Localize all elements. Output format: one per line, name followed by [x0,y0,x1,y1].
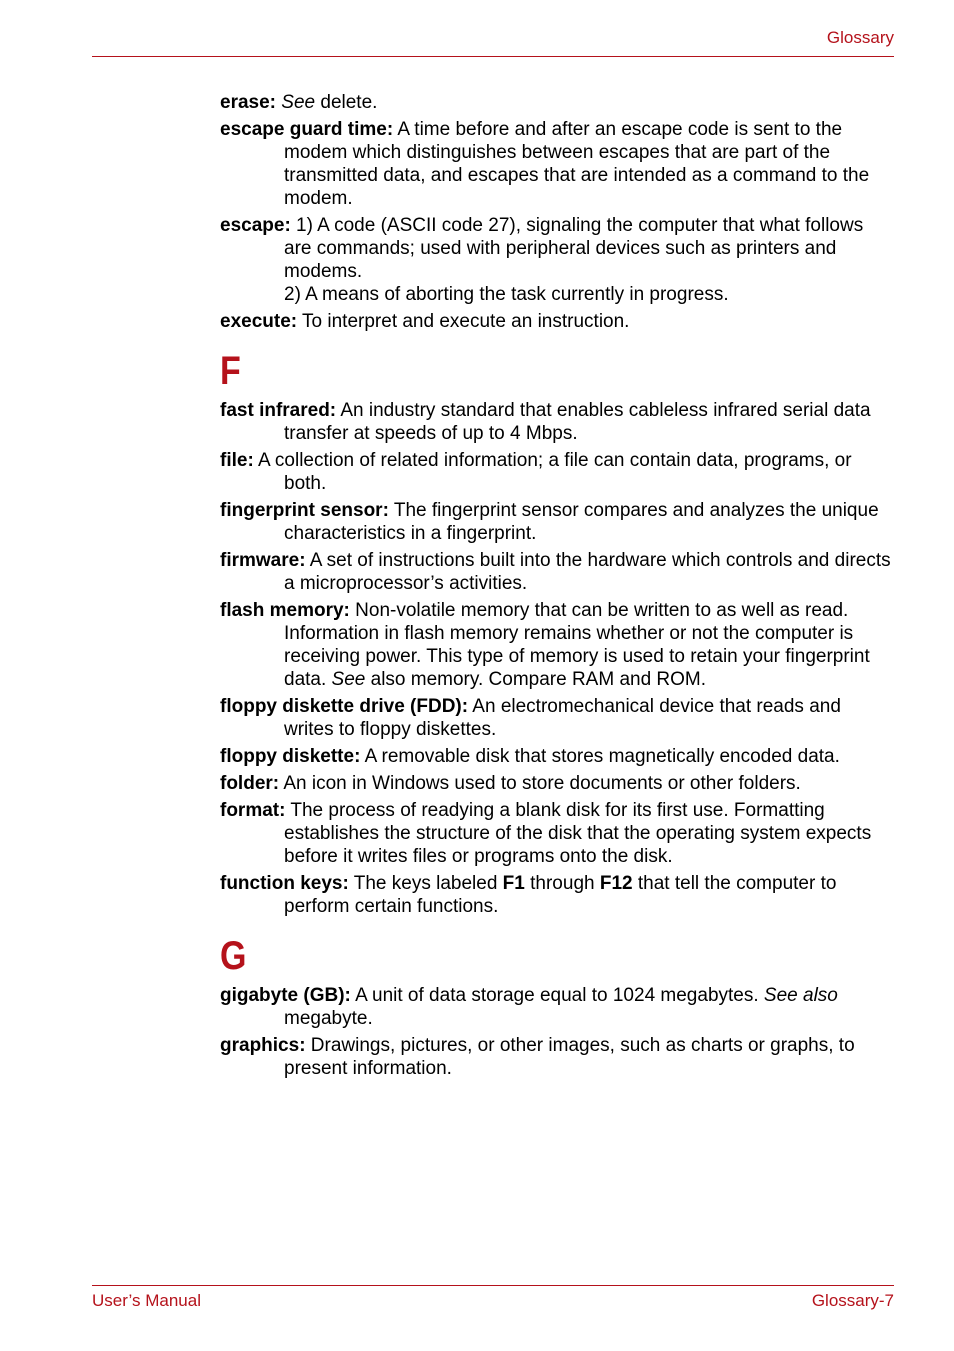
entry-term: floppy diskette: [220,746,361,767]
header-rule [92,56,894,57]
glossary-entry-folder [220,772,894,795]
glossary-entry-fingerprint-sensor [220,499,894,545]
see-reference: See [331,669,366,690]
glossary-content [220,91,894,1084]
entry-definition: delete. [315,92,378,113]
section-heading-g: G [220,934,247,978]
entry-definition: A set of instructions built into the hardware which controls and directs a microprocessor’s activities. [284,550,891,594]
entry-term: fingerprint sensor: [220,500,389,521]
entry-definition: The process of readying a blank disk for its first use. Formatting establishes the structure of the disk that the operating system expects before it writes files or programs onto the disk. [284,800,872,867]
page-number: Glossary-7 [811,1291,894,1310]
entry-definition-2: 2) A means of aborting the task currently in progress. [284,284,729,305]
entry-definition: An industry standard that enables cableless infrared serial data transfer at speeds of up to 4 Mbps. [284,400,871,444]
glossary-entry-floppy-diskette-drive [220,695,894,741]
entry-term: format: [220,800,286,821]
entry-term: execute: [220,311,298,332]
entry-term: folder: [220,773,280,794]
entry-term: erase: [220,92,276,113]
entry-term: flash memory: [220,600,350,621]
glossary-entry-erase [220,91,894,114]
entry-term: fast infrared: [220,400,337,421]
glossary-entry-graphics [220,1034,894,1080]
footer-manual-title: User’s Manual [92,1291,201,1310]
entry-definition: A time before and after an escape code is sent to the modem which distinguishes between escapes that are part of the transmitted data, and escapes that are intended as a command to the modem. [284,119,870,209]
entry-term: escape guard time: [220,119,394,140]
entry-definition: An electromechanical device that reads and writes to floppy diskettes. [284,696,841,740]
running-header-title: Glossary [826,28,894,47]
entry-term: graphics: [220,1035,306,1056]
glossary-entry-firmware [220,549,894,595]
entry-term: function keys: [220,873,349,894]
entry-definition: A removable disk that stores magnetically encoded data. [360,746,840,767]
entry-definition-mid: through [524,873,600,894]
entry-term: file: [220,450,254,471]
glossary-entry-flash-memory [220,599,894,691]
entry-definition-tail: also memory. Compare RAM and ROM. [365,669,707,690]
glossary-entry-execute [220,310,894,333]
glossary-entry-escape [220,214,894,306]
entry-definition: The fingerprint sensor compares and analyzes the unique characteristics in a fingerprint. [284,500,879,544]
entry-definition: Drawings, pictures, or other images, such as charts or graphs, to present information. [284,1035,855,1079]
entry-definition-tail: that tell the computer to perform certain functions. [284,873,837,917]
glossary-entry-gigabyte [220,984,894,1030]
glossary-entry-fast-infrared [220,399,894,445]
key-name: F12 [599,873,633,894]
glossary-entry-escape-guard-time [220,118,894,210]
key-name: F1 [502,873,525,894]
see-reference: See [281,92,316,113]
footer-rule [92,1285,894,1286]
entry-definition: A unit of data storage equal to 1024 megabytes. [350,985,764,1006]
glossary-entry-function-keys [220,872,894,918]
entry-term: escape: [220,215,291,236]
entry-definition: A collection of related information; a file can contain data, programs, or both. [253,450,852,494]
glossary-entry-format [220,799,894,868]
entry-definition: To interpret and execute an instruction. [297,311,630,332]
entry-definition: 1) A code (ASCII code 27), signaling the computer that what follows are commands; used with peripheral devices such as printers and modems. [284,215,864,282]
entry-definition: An icon in Windows used to store documents or other folders. [279,773,801,794]
section-heading-f: F [220,349,241,393]
glossary-entry-floppy-diskette [220,745,894,768]
entry-definition: The keys labeled [348,873,503,894]
entry-term: firmware: [220,550,306,571]
glossary-entry-file [220,449,894,495]
entry-definition-tail: megabyte. [284,1008,373,1029]
entry-definition: Non-volatile memory that can be written to as well as read. Information in flash memory remains whether or not the computer is receiving power. This type of memory is used to retain your fingerprint data. [284,600,870,690]
see-reference: See also [763,985,838,1006]
entry-term: floppy diskette drive (FDD): [220,696,469,717]
entry-term: gigabyte (GB): [220,985,351,1006]
